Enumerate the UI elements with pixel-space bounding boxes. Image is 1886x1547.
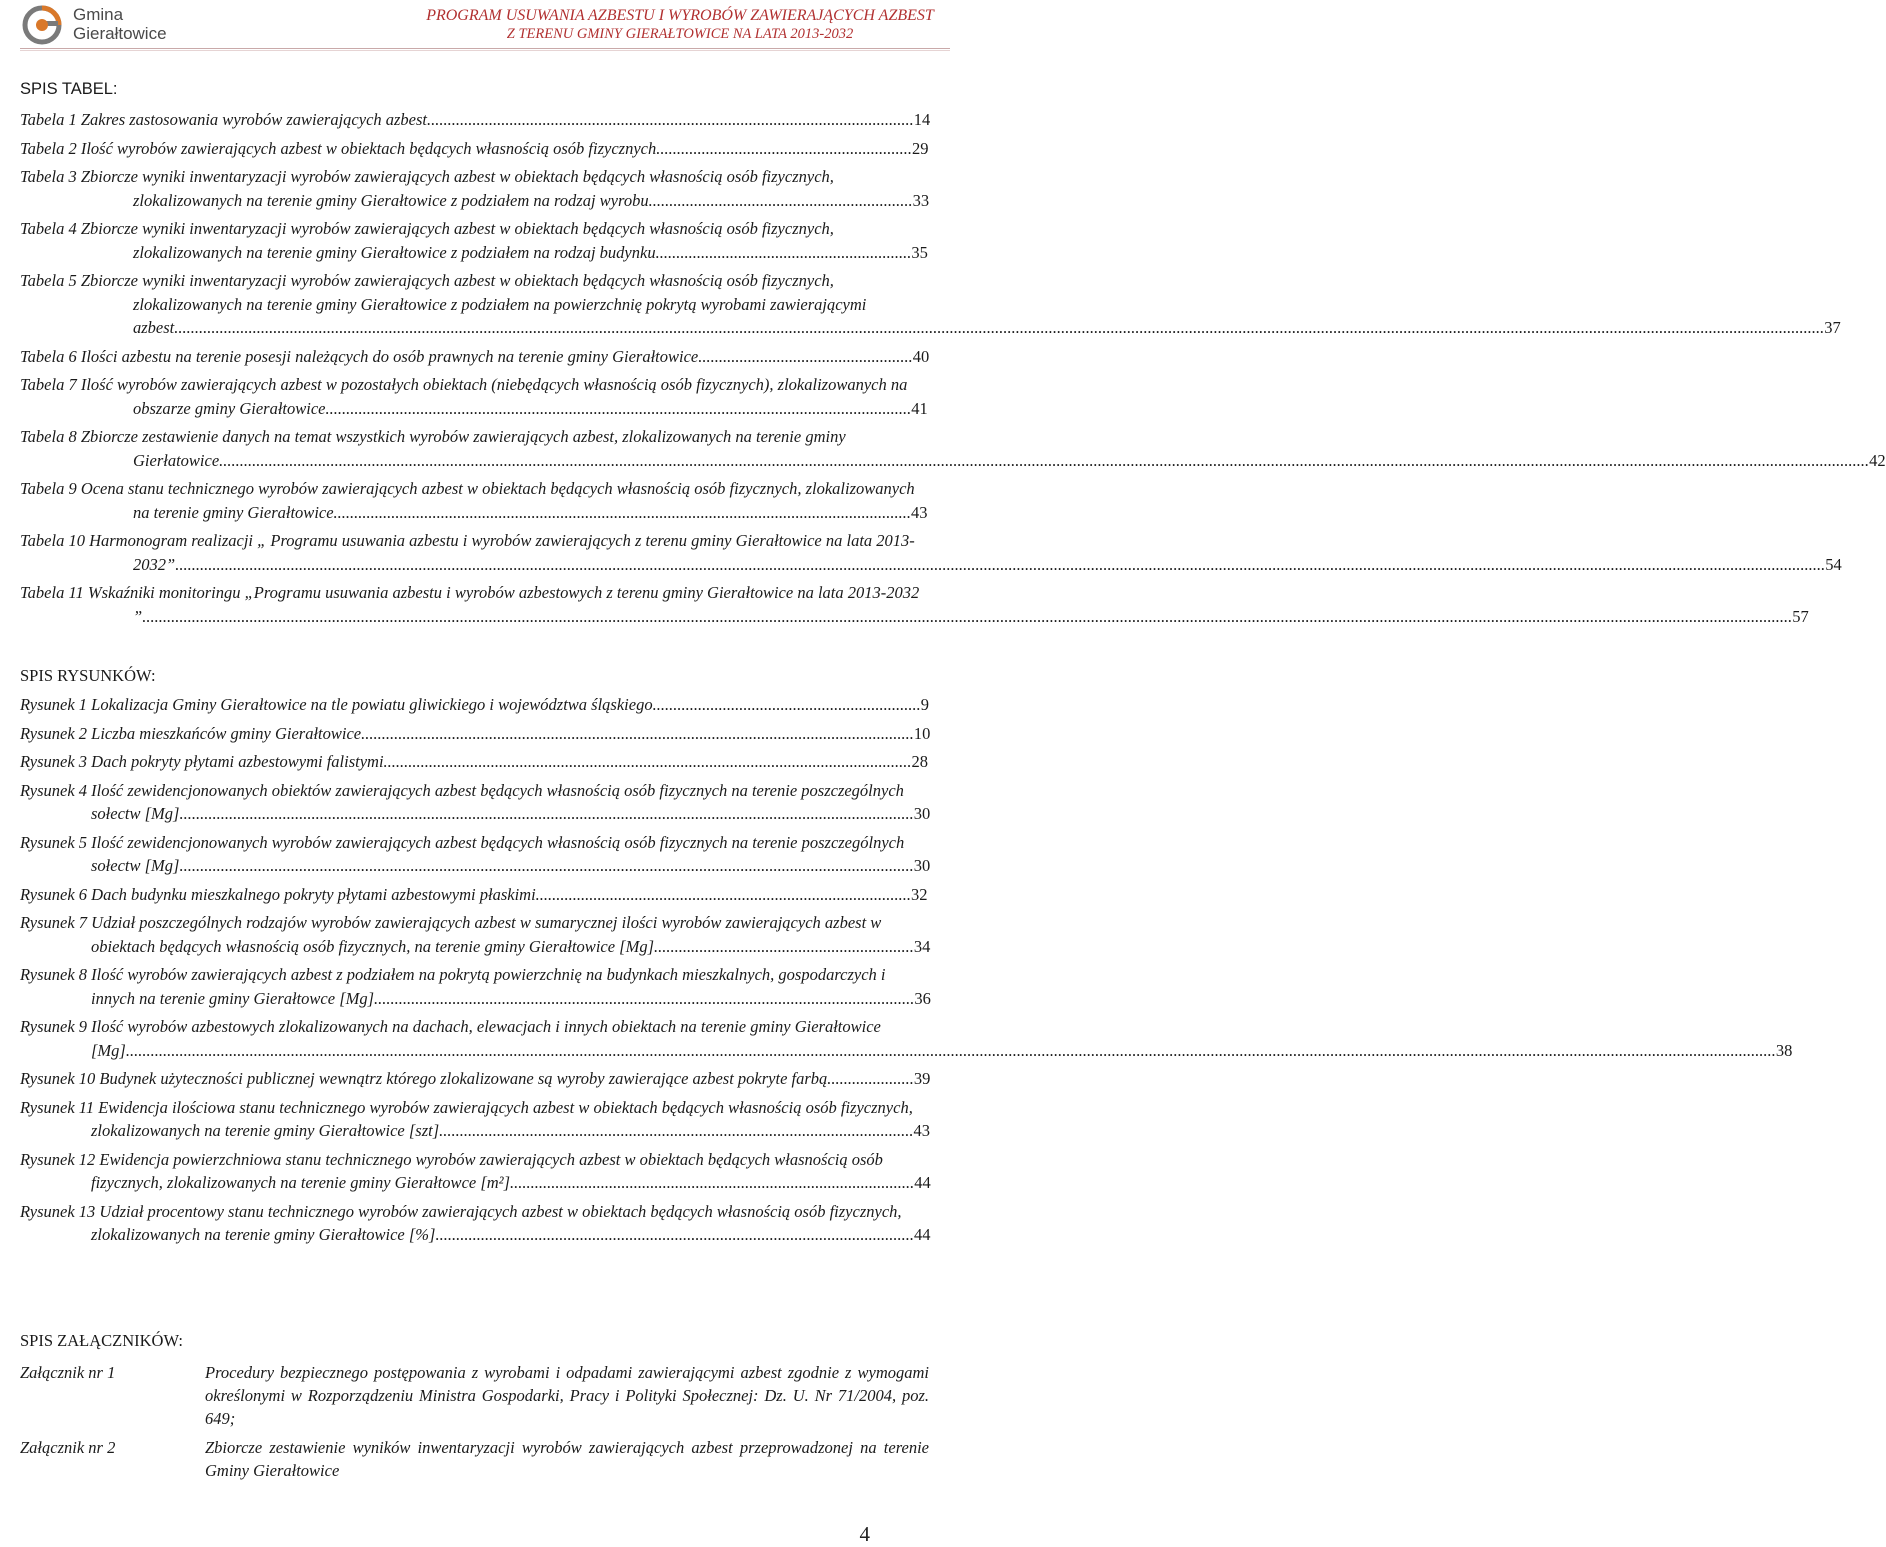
page-reference: 30 — [913, 856, 931, 875]
attachments-heading: SPIS ZAŁĄCZNIKÓW: — [20, 1331, 184, 1350]
table-entry-title: Tabela 6 Ilości azbestu na terenie posesji należących do osób prawnych na terenie gminy Gierałtowice — [20, 346, 699, 366]
table-entry-title: Tabela 3 Zbiorcze wyniki inwentaryzacji wyrobów zawierających azbest w obiektach będących własnością osób fizycznych, zlokalizowanych na terenie gminy Gierałtowice z podziałem na rodzaj wyrobu — [20, 167, 834, 210]
dot-leader: ................................................................................................................................................................................................................................................................................................................................................................................................................ — [125, 1040, 1776, 1060]
document-title — [400, 6, 960, 44]
table-entry-title: Tabela 10 Harmonogram realizacji „ Programu usuwania azbestu i wyrobów zawierających z terenu gminy Gierałtowice na lata 2013-2032” — [20, 531, 915, 574]
dot-leader: ............................................................... — [654, 936, 914, 956]
table-entry[interactable] — [20, 425, 1886, 472]
gmina-logo — [22, 2, 172, 46]
table-entry[interactable] — [20, 165, 931, 212]
table-entry-title: Tabela 4 Zbiorcze wyniki inwentaryzacji wyrobów zawierających azbest w obiektach będących własnością osób fizycznych, zlokalizowanych na terenie gminy Gierałtowice z podziałem na rodzaj budynku — [20, 219, 834, 262]
document-title-line2: Z TERENU GMINY GIERAŁTOWICE NA LATA 2013-2032 — [506, 26, 854, 42]
dot-leader: ................................................................................................................................................................................................................................................................................................................................................................................................................ — [219, 450, 1870, 470]
dot-leader: ................................................................................................................... — [439, 1121, 914, 1140]
table-entry[interactable] — [20, 345, 931, 369]
dot-leader: .................................................................................................................................................................................. — [179, 856, 914, 875]
dot-leader: ................................................................. — [652, 695, 921, 714]
attachment-item — [20, 1436, 930, 1484]
dot-leader: ................................................................................................................................... — [374, 988, 915, 1008]
figure-entry[interactable] — [20, 1148, 931, 1195]
page-reference: 34 — [913, 936, 931, 956]
table-entry-title: Tabela 11 Wskaźniki monitoringu „Programu usuwania azbestu i wyrobów azbestowych z terenu gminy Gierałtowice na lata 2013-2032 ” — [20, 583, 920, 626]
figure-entry[interactable] — [20, 911, 931, 958]
table-entry-title: Tabela 8 Zbiorcze zestawienie danych na temat wszystkich wyrobów zawierających azbest, zlokalizowanych na terenie gminy Gierłatowice — [20, 427, 846, 470]
table-entry[interactable] — [20, 581, 1809, 628]
page-reference: 29 — [911, 138, 929, 158]
attachment-label: Załącznik nr 2 — [20, 1438, 116, 1457]
page-reference: 37 — [1824, 318, 1841, 337]
figure-entry[interactable] — [20, 963, 931, 1010]
page-reference: 14 — [913, 110, 931, 129]
dot-leader: ................................................................................................................................................................................................................................................................................................................................................................................................................ — [174, 318, 1825, 337]
dot-leader: ............................................................................................................................................ — [333, 502, 912, 522]
figure-entry-title: Rysunek 6 Dach budynku mieszkalnego pokryty płytami azbestowymi płaskimi — [20, 884, 536, 904]
page-reference: 43 — [913, 1121, 931, 1140]
figure-entry[interactable] — [20, 750, 931, 774]
logo-text-gmina: Gmina — [73, 5, 124, 24]
attachment-description: Procedury bezpiecznego postępowania z wyrobami i odpadami zawierającymi azbest zgodnie z wymogami określonymi w Rozporządzeniu Ministra Gospodarki, Pracy i Polityki Społecznej: Dz. U. Nr 71/2004, poz. 649; — [205, 1363, 929, 1428]
page-reference: 54 — [1825, 554, 1842, 574]
table-entry[interactable] — [20, 217, 931, 264]
dot-leader: ................................................................ — [648, 190, 913, 210]
table-entry-title: Tabela 5 Zbiorcze wyniki inwentaryzacji wyrobów zawierających azbest w obiektach będących własnością osób fizycznych, zlokalizowanych na terenie gminy Gierałtowice z podziałem na powierzchnię pokrytą wyrobami zawierającymi azbest — [20, 271, 867, 337]
table-entry-title: Tabela 2 Ilość wyrobów zawierających azbest w obiektach będących własnością osób fizycznych — [20, 138, 657, 158]
figure-entry[interactable] — [20, 1067, 931, 1091]
document-title-line1: PROGRAM USUWANIA AZBESTU I WYROBÓW ZAWIERAJĄCYCH AZBEST — [426, 7, 934, 24]
attachment-label: Załącznik nr 1 — [20, 1363, 116, 1382]
table-entry[interactable] — [20, 373, 931, 420]
page-reference: 32 — [911, 884, 928, 904]
dot-leader: .................................................................................................................... — [435, 1225, 914, 1244]
page-number: 4 — [859, 1522, 870, 1546]
figures-heading: SPIS RYSUNKÓW: — [20, 666, 156, 685]
dot-leader: ........................................................................................... — [535, 884, 912, 904]
page-reference: 38 — [1775, 1040, 1793, 1060]
figure-entry-title: Rysunek 8 Ilość wyrobów zawierających azbest z podziałem na pokrytą powierzchnię na budynkach mieszkalnych, gospodarczych i innych na terenie gminy Gierałtowce [Mg] — [20, 965, 886, 1008]
figure-entry[interactable] — [20, 722, 931, 746]
figure-entry-title: Rysunek 7 Udział poszczególnych rodzajów wyrobów zawierających azbest w sumarycznej ilości wyrobów zawierających azbest w obiektach będących własnością osób fizycznych, na terenie gminy Gierałtowice [Mg] — [20, 913, 882, 956]
figure-entry[interactable] — [20, 693, 931, 717]
dot-leader: ...................................................................................................................... — [427, 110, 914, 129]
figure-entry-title: Rysunek 4 Ilość zewidencjonowanych obiektów zawierających azbest będących własnością osób fizycznych na terenie poszczególnych sołectw [Mg] — [20, 780, 904, 823]
tables-heading: SPIS TABEL: — [20, 80, 118, 98]
page-reference: 41 — [911, 398, 928, 418]
dot-leader: .............................................................. — [656, 138, 912, 158]
attachment-description: Zbiorcze zestawienie wyników inwentaryzacji wyrobów zawierających azbest przeprowadzonej na terenie Gminy Gierałtowice — [205, 1438, 929, 1480]
figure-entry-title: Rysunek 3 Dach pokryty płytami azbestowymi falistymi — [20, 752, 384, 771]
page-reference: 35 — [911, 242, 928, 262]
table-entry[interactable] — [20, 108, 931, 132]
table-entry-title: Tabela 9 Ocena stanu technicznego wyrobów zawierających azbest w obiektach będących własnością osób fizycznych, zlokalizowanych na terenie gminy Gierałtowice — [20, 479, 915, 522]
figure-entry[interactable] — [20, 831, 931, 878]
figure-entry-title: Rysunek 1 Lokalizacja Gminy Gierałtowice na tle powiatu gliwickiego i województwa śląskiego — [20, 695, 653, 714]
page-reference: 33 — [912, 190, 930, 210]
figure-entry-title: Rysunek 9 Ilość wyrobów azbestowych zlokalizowanych na dachach, elewacjach i innych obiektach na terenie gminy Gierałtowice [Mg] — [20, 1017, 881, 1060]
figure-entry-title: Rysunek 12 Ewidencja powierzchniowa stanu technicznego wyrobów zawierających azbest w obiektach będących własnością osób fizycznych, zlokalizowanych na terenie gminy Gierałtowce [m²] — [20, 1149, 883, 1192]
page-header — [0, 0, 960, 52]
table-entry-title: Tabela 1 Zakres zastosowania wyrobów zawierających azbest — [20, 110, 428, 129]
page-reference: 28 — [911, 752, 929, 771]
page-reference: 42 — [1869, 450, 1886, 470]
page-reference: 57 — [1792, 606, 1809, 626]
dot-leader: ...................................................................................................................................... — [361, 723, 914, 743]
table-entry[interactable] — [20, 137, 931, 161]
header-divider — [20, 48, 950, 49]
table-entry[interactable] — [20, 477, 931, 524]
table-entry[interactable] — [20, 529, 1842, 576]
dot-leader: ..................... — [827, 1069, 914, 1088]
dot-leader: .................................................................................................................................................................................. — [179, 804, 914, 823]
attachment-item — [20, 1361, 930, 1431]
dot-leader: .............................................................................................................................................. — [325, 398, 912, 418]
page-reference: 36 — [914, 988, 931, 1008]
dot-leader: ................................................................................................................................ — [383, 752, 912, 771]
figure-entry-title: Rysunek 2 Liczba mieszkańców gminy Gierałtowice — [20, 723, 362, 743]
figure-entry-title: Rysunek 11 Ewidencja ilościowa stanu technicznego wyrobów zawierających azbest w obiektach będących własnością osób fizycznych, zlokalizowanych na terenie gminy Gierałtowice [szt] — [20, 1097, 913, 1140]
page-reference: 44 — [913, 1225, 931, 1244]
figure-entry[interactable] — [20, 883, 931, 907]
figure-entry[interactable] — [20, 1015, 1793, 1062]
figure-entry-title: Rysunek 10 Budynek użyteczności publicznej wewnątrz którego zlokalizowane są wyroby zawierające azbest pokryte farbą — [20, 1069, 828, 1088]
page-reference: 44 — [914, 1173, 931, 1192]
page-reference: 40 — [912, 346, 930, 366]
table-entry-title: Tabela 7 Ilość wyrobów zawierających azbest w pozostałych obiektach (niebędących własnością osób fizycznych), zlokalizowanych na obszarze gminy Gierałtowice — [20, 375, 908, 418]
gmina-emblem-icon — [22, 4, 66, 46]
figures-list — [20, 693, 1793, 1252]
page-reference: 10 — [913, 723, 931, 743]
page-reference: 39 — [913, 1069, 931, 1088]
table-entry[interactable] — [20, 269, 1841, 340]
figure-entry[interactable] — [20, 1096, 931, 1143]
figure-entry-title: Rysunek 5 Ilość zewidencjonowanych wyrobów zawierających azbest będących własnością osób fizycznych na terenie poszczególnych sołectw [Mg] — [20, 832, 905, 875]
figure-entry-title: Rysunek 13 Udział procentowy stanu technicznego wyrobów zawierających azbest w obiektach będących własnością osób fizycznych, zlokalizowanych na terenie gminy Gierałtowice [%] — [20, 1201, 902, 1244]
figure-entry[interactable] — [20, 1200, 931, 1247]
tables-list — [20, 108, 1886, 633]
dot-leader: ................................................................................................................................................................................................................................................................................................................................................................................................................ — [175, 554, 1826, 574]
page-reference: 30 — [913, 804, 931, 823]
page-reference: 43 — [911, 502, 928, 522]
dot-leader: ................................................................................................................................................................................................................................................................................................................................................................................................................ — [142, 606, 1793, 626]
page-reference: 9 — [920, 695, 929, 714]
dot-leader: .............................................................. — [655, 242, 912, 262]
logo-text-name: Gierałtowice — [73, 24, 167, 43]
dot-leader: .................................................... — [698, 346, 913, 366]
dot-leader: .................................................................................................. — [510, 1173, 915, 1192]
figure-entry[interactable] — [20, 779, 931, 826]
